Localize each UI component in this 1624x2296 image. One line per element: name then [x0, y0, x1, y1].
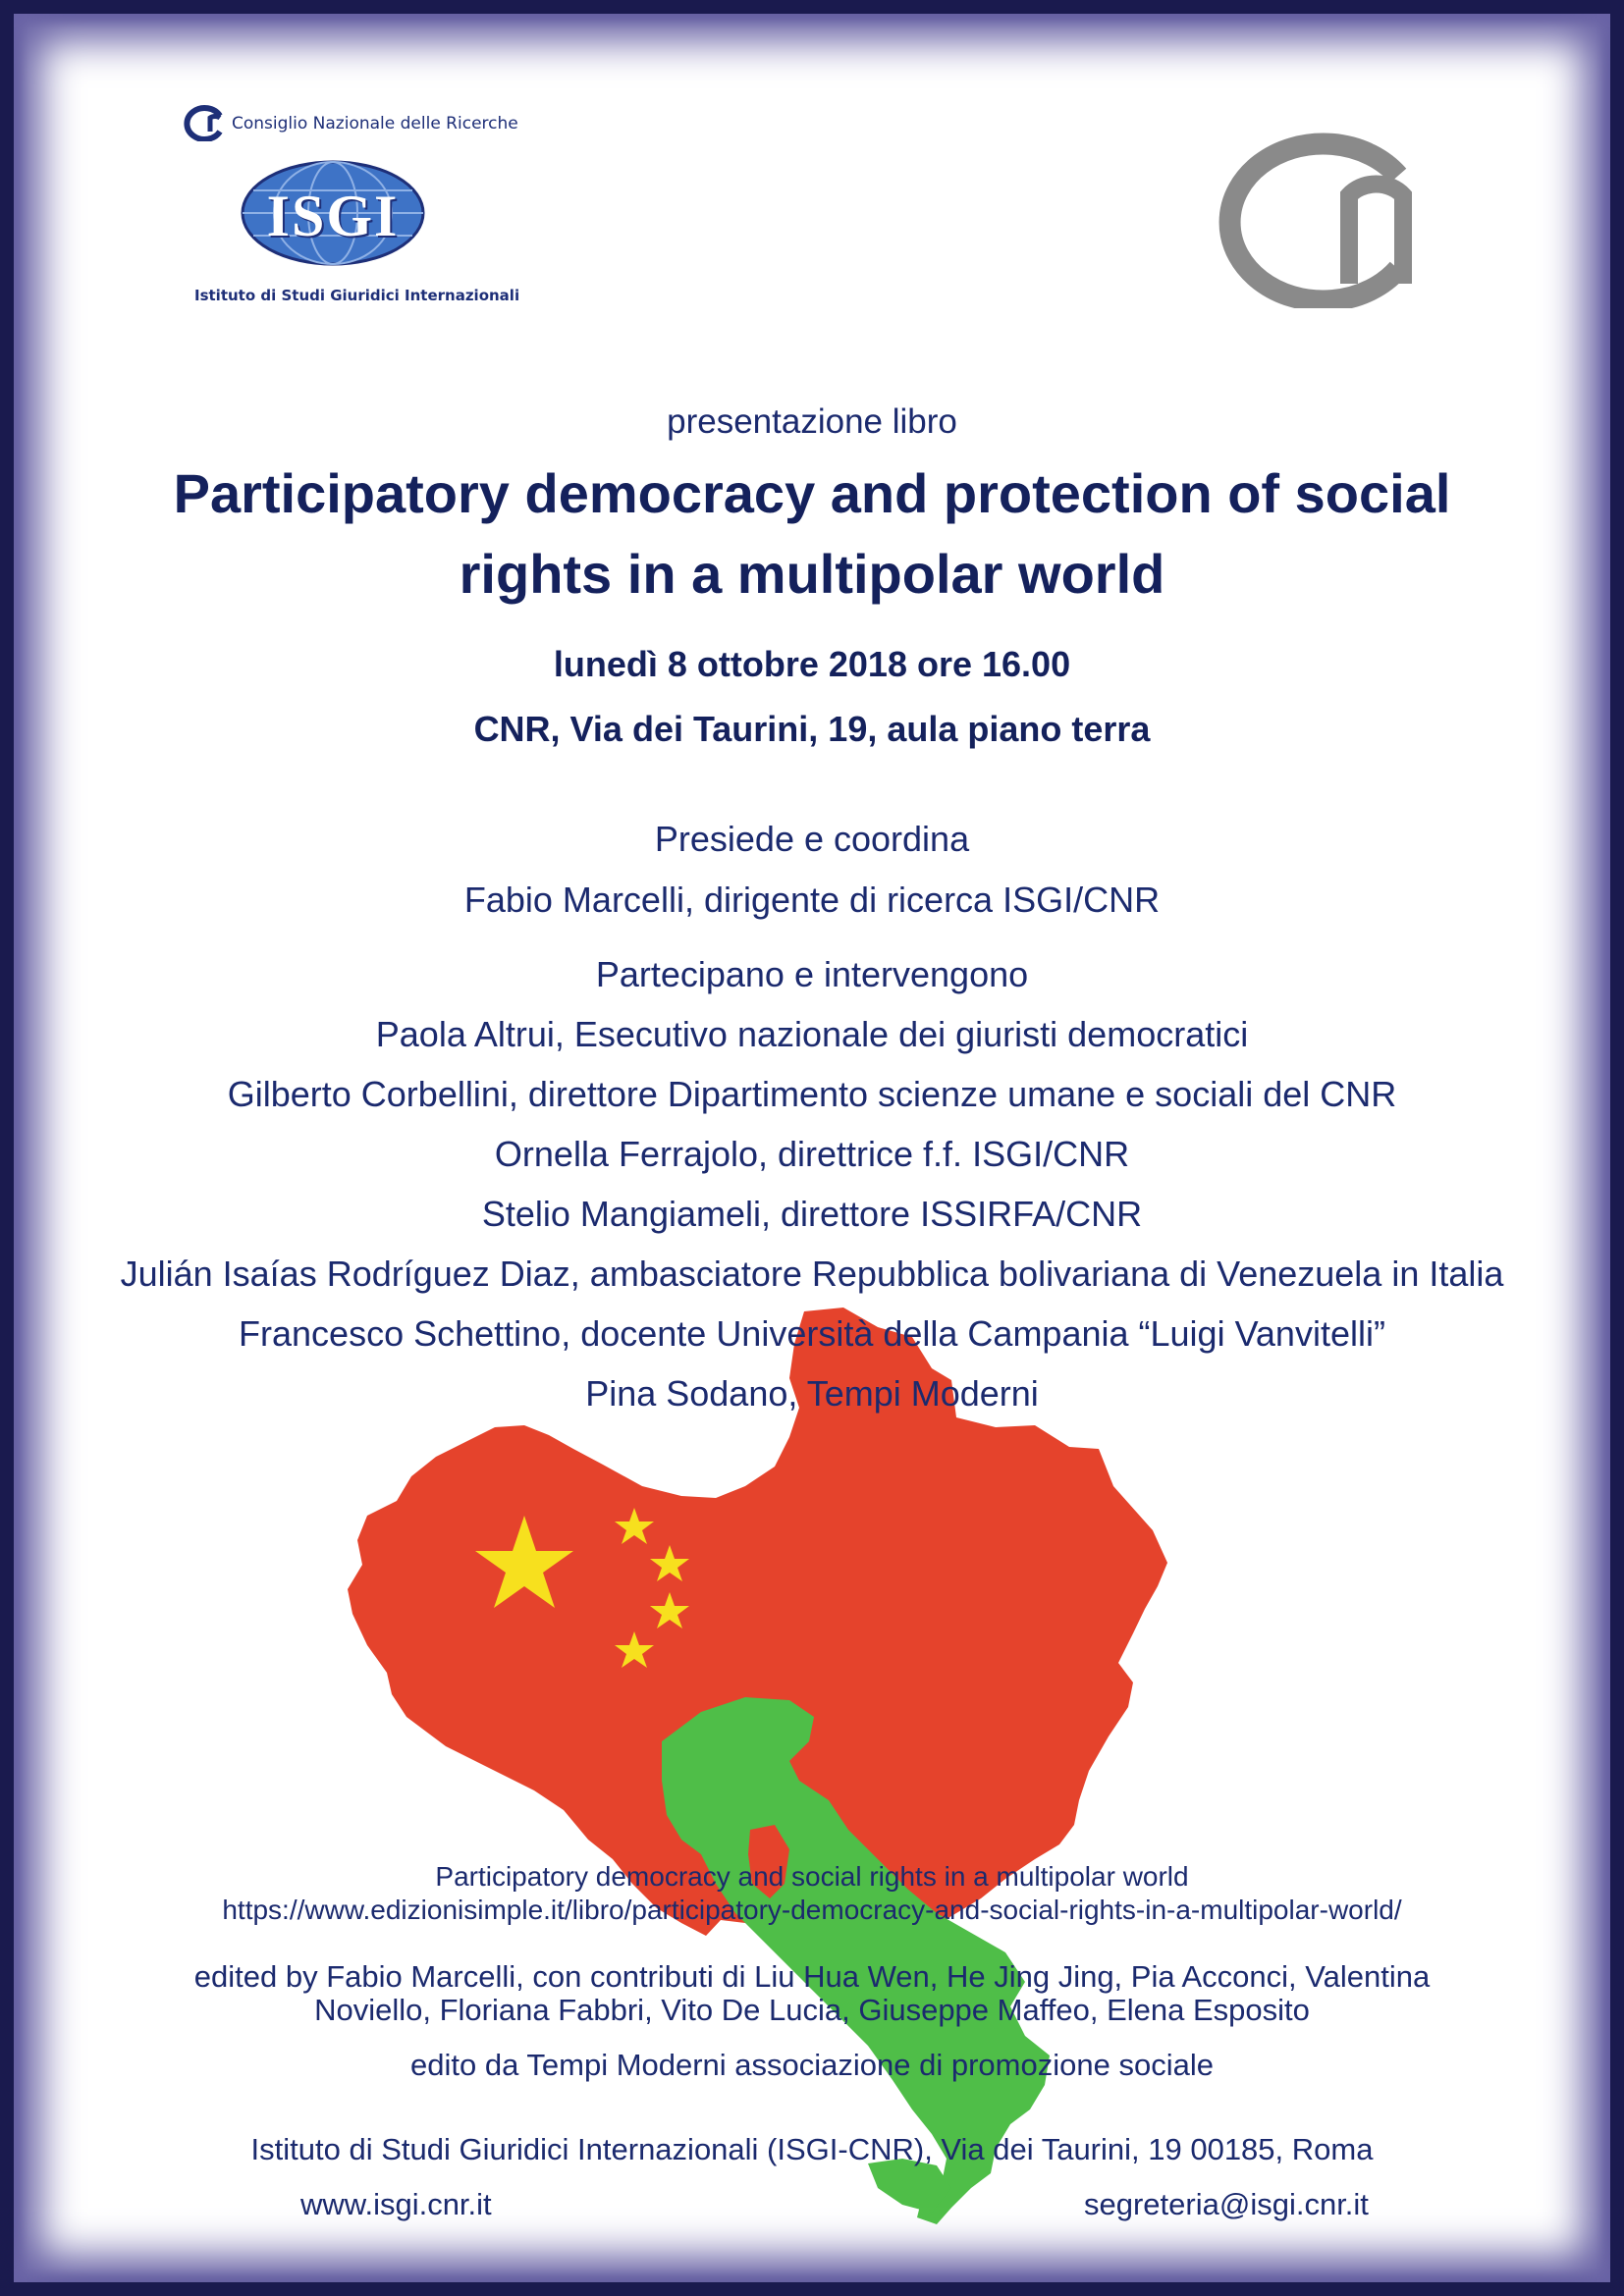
book-publisher: edito da Tempi Moderni associazione di promozione sociale: [410, 2048, 1214, 2082]
event-title-line-2: rights in a multipolar world: [459, 543, 1165, 605]
book-title: Participatory democracy and social rights in a multipolar world: [435, 1861, 1189, 1892]
speaker-item: Stelio Mangiameli, direttore ISSIRFA/CNR: [481, 1194, 1143, 1234]
cnr-small-logo-icon: [181, 102, 224, 141]
speaker-item: Paola Altrui, Esecutivo nazionale dei giuristi democratici: [375, 1014, 1249, 1054]
isgi-full-name: Istituto di Studi Giuridici Internazionali: [194, 287, 520, 304]
book-url[interactable]: https://www.edizionisimple.it/libro/participatory-democracy-and-social-rights-in-a-multipolar-world/: [222, 1895, 1402, 1925]
speaker-item: Ornella Ferrajolo, direttrice f.f. ISGI/CNR: [494, 1134, 1130, 1174]
cnr-logo-icon: [1202, 122, 1418, 308]
footer-address: Istituto di Studi Giuridici Internazionali (ISGI-CNR), Via dei Taurini, 19 00185, Roma: [250, 2132, 1374, 2166]
chair-heading: Presiede e coordina: [654, 819, 970, 859]
poster-sheet: [14, 14, 1610, 2282]
event-venue: CNR, Via dei Taurini, 19, aula piano terra: [473, 709, 1151, 749]
kicker-text: presentazione libro: [667, 402, 957, 441]
speaker-item: Julián Isaías Rodríguez Diaz, ambasciatore Repubblica bolivariana di Venezuela in Italia: [120, 1254, 1504, 1294]
event-title-line-1: Participatory democracy and protection of social: [173, 462, 1451, 524]
chair-name: Fabio Marcelli, dirigente di ricerca ISGI/CNR: [463, 880, 1161, 920]
book-editors-line-1: edited by Fabio Marcelli, con contributi di Liu Hua Wen, He Jing Jing, Pia Acconci, Valentina: [193, 1959, 1431, 1994]
speaker-item: Pina Sodano, Tempi Moderni: [585, 1373, 1039, 1414]
footer-email[interactable]: segreteria@isgi.cnr.it: [1084, 2187, 1369, 2221]
book-editors-line-2: Noviello, Floriana Fabbri, Vito De Lucia, Giuseppe Maffeo, Elena Esposito: [314, 1993, 1310, 2027]
cnr-name: Consiglio Nazionale delle Ricerche: [232, 114, 518, 133]
footer-website[interactable]: www.isgi.cnr.it: [300, 2187, 492, 2221]
speaker-item: Gilberto Corbellini, direttore Dipartimento scienze umane e sociali del CNR: [227, 1074, 1397, 1114]
isgi-logo: [161, 92, 534, 318]
event-date: lunedì 8 ottobre 2018 ore 16.00: [553, 644, 1071, 684]
speakers-heading: Partecipano e intervengono: [595, 954, 1029, 994]
isgi-acronym: ISGI: [266, 184, 400, 248]
speaker-item: Francesco Schettino, docente Università della Campania “Luigi Vanvitelli”: [239, 1313, 1385, 1354]
